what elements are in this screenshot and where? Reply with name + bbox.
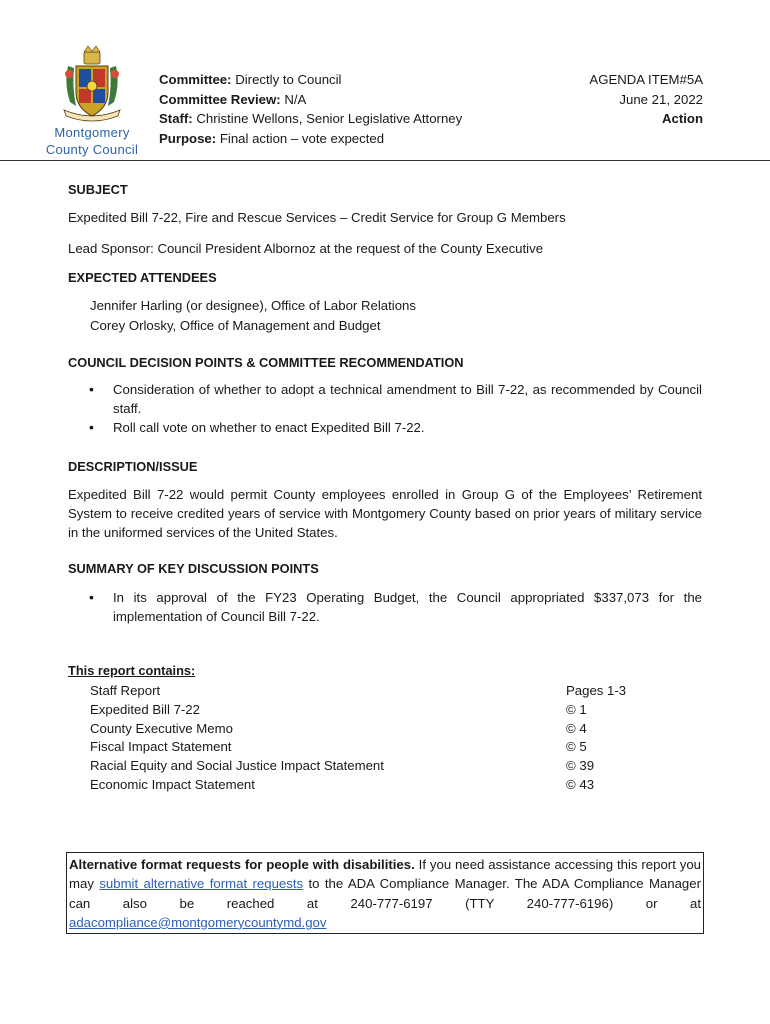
purpose-line: [159, 129, 462, 149]
committee-review-label: Committee Review:: [159, 91, 281, 107]
contents-row: [90, 776, 630, 795]
accessibility-notice: [66, 852, 704, 934]
committee-info: [159, 70, 462, 148]
contents-item-name: Expedited Bill 7-22: [90, 701, 200, 717]
attendees-list: [90, 296, 416, 335]
contents-item-page: © 1: [566, 701, 587, 717]
staff-line: [159, 109, 462, 129]
staff-label: Staff:: [159, 111, 193, 126]
decision-points-heading: COUNCIL DECISION POINTS & COMMITTEE RECOMMENDATION: [68, 355, 464, 370]
alternative-format-link[interactable]: submit alternative format requests: [99, 876, 304, 892]
council-name-line2: County Council: [45, 142, 139, 157]
summary-heading: SUMMARY OF KEY DISCUSSION POINTS: [68, 561, 319, 576]
committee-label: Committee:: [159, 72, 232, 87]
summary-item: • In its approval of the FY23 Operating Budget, the Council appropriated $337,073 for the implementation of Council Bill 7-22.: [68, 588, 702, 626]
agenda-item: AGENDA ITEM#5A: [589, 72, 703, 87]
accessibility-text-1: If you need assistance accessing this report you may: [69, 857, 702, 892]
header-divider: [0, 160, 770, 161]
committee-line: [159, 70, 462, 90]
subject-heading: SUBJECT: [68, 182, 128, 197]
committee-review-line: [159, 90, 462, 110]
contents-item-name: Economic Impact Statement: [90, 776, 255, 792]
action-label: Action: [661, 111, 703, 126]
council-name-line1: Montgomery: [54, 125, 130, 140]
agenda-info: [589, 70, 703, 129]
contents-row: [90, 701, 630, 720]
attendees-heading: EXPECTED ATTENDEES: [68, 270, 217, 285]
contents-item-name: Staff Report: [90, 683, 161, 698]
contents-row: [90, 682, 630, 701]
description-heading: DESCRIPTION/ISSUE: [68, 459, 198, 474]
contents-item-name: County Executive Memo: [90, 720, 233, 736]
accessibility-lead: Alternative format requests for people with disabilities.: [69, 857, 415, 872]
meeting-date: June 21, 2022: [619, 91, 703, 107]
contents-item-page: © 4: [566, 720, 587, 736]
contents-row: [90, 738, 630, 757]
contents-row: [90, 720, 630, 739]
contents-item-name: Racial Equity and Social Justice Impact Statement: [90, 758, 384, 774]
attendee-item: Jennifer Harling (or designee), Office of Labor Relations: [90, 298, 416, 313]
attendee-item: Corey Orlosky, Office of Management and Budget: [90, 317, 381, 333]
ada-email-link[interactable]: adacompliance@montgomerycountymd.gov: [69, 914, 327, 930]
purpose-label: Purpose:: [159, 130, 217, 146]
council-name: [40, 124, 144, 158]
subject-title: Expedited Bill 7-22, Fire and Rescue Services – Credit Service for Group G Members: [68, 210, 566, 225]
contents-item-page: © 43: [566, 776, 595, 792]
lead-sponsor: Lead Sponsor: Council President Albornoz at the request of the County Executive: [68, 241, 544, 256]
contents-item-page: © 39: [566, 758, 595, 774]
committee-value: Directly to Council: [235, 72, 342, 87]
contents-item-page: © 5: [566, 739, 587, 755]
contents-row: [90, 757, 630, 776]
decision-point-item: • Roll call vote on whether to enact Expedited Bill 7-22.: [68, 418, 702, 437]
contents-item-name: Fiscal Impact Statement: [90, 739, 232, 755]
staff-value: Christine Wellons, Senior Legislative Attorney: [196, 111, 463, 126]
contents-item-page: Pages 1-3: [566, 683, 627, 698]
decision-points-list: [68, 380, 702, 437]
decision-point-item: • Consideration of whether to adopt a technical amendment to Bill 7-22, as recommended by Council staff.: [68, 380, 702, 418]
report-contents-title: This report contains:: [68, 663, 196, 678]
purpose-value: Final action – vote expected: [219, 130, 385, 146]
report-contents-table: [90, 682, 630, 795]
summary-list: [68, 588, 702, 626]
county-seal-logo: [54, 44, 130, 124]
accessibility-text-2: to the ADA Compliance Manager. The ADA Compliance Manager can also be reached at 240-777-6197 (TTY 240-777-6196) or at: [69, 876, 701, 911]
committee-review-value: N/A: [284, 91, 307, 107]
description-text: Expedited Bill 7-22 would permit County employees enrolled in Group G of the Employees’ Retirement System to receive credited years of service with Montgomery County based on prior years of military service in the uniformed services of the United States.: [68, 487, 702, 540]
